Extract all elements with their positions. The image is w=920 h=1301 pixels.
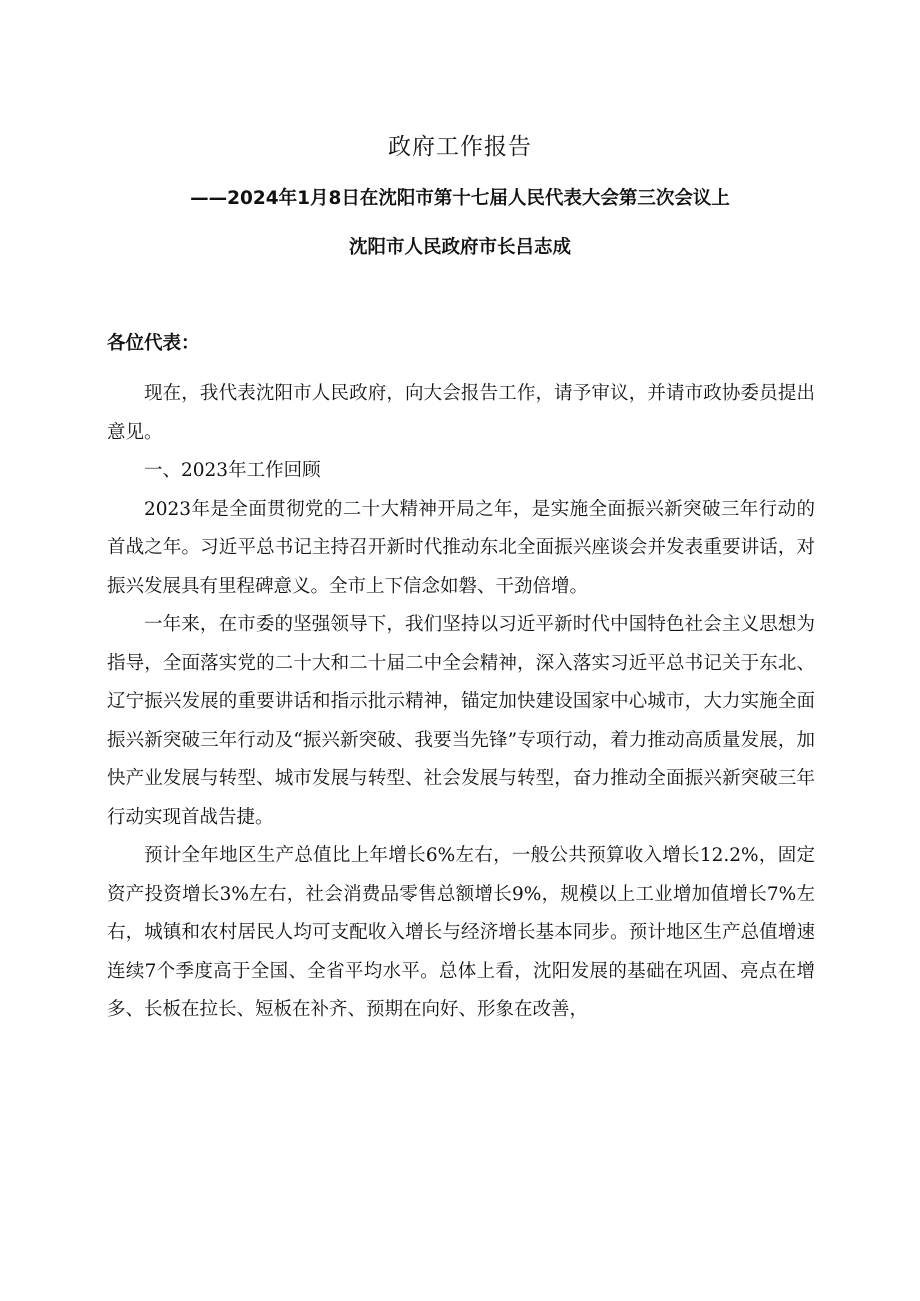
paragraph-year-review: 一年来，在市委的坚强领导下，我们坚持以习近平新时代中国特色社会主义思想为指导，全面落实党的二十大和二十届二中全会精神，深入落实习近平总书记关于东北、辽宁振兴发展的重要讲话和指示批示精神，锚定加快建设国家中心城市，大力实施全面振兴新突破三年行动及“振兴新突破、我要当先锋”专项行动，着力推动高质量发展，加快产业发展与转型、城市发展与转型、社会发展与转型，奋力推动全面振兴新突破三年行动实现首战告捷。 bbox=[107, 614, 815, 828]
salutation: 各位代表： bbox=[107, 333, 200, 354]
document-subtitle: ——2024年1月8日在沈阳市第十七届人民代表大会第三次会议上 bbox=[190, 188, 730, 209]
paragraph-2023-overview: 2023年是全面贯彻党的二十大精神开局之年，是实施全面振兴新突破三年行动的首战之年。习近平总书记主持召开新时代推动东北全面振兴座谈会并发表重要讲话，对振兴发展具有里程碑意义。全市上下信念如磐、干劲倍增。 bbox=[107, 498, 815, 597]
document-body bbox=[107, 375, 815, 1030]
document-title: 政府工作报告 bbox=[388, 134, 532, 160]
paragraph-economic-indicators: 预计全年地区生产总值比上年增长6%左右，一般公共预算收入增长12.2%，固定资产投资增长3%左右，社会消费品零售总额增长9%，规模以上工业增加值增长7%左右，城镇和农村居民人均可支配收入增长与经济增长基本同步。预计地区生产总值增速连续7个季度高于全国、全省平均水平。总体上看，沈阳发展的基础在巩固、亮点在增多、长板在拉长、短板在补齐、预期在向好、形象在改善， bbox=[107, 845, 815, 1020]
document-author: 沈阳市人民政府市长吕志成 bbox=[348, 237, 571, 258]
section-heading: 一、2023年工作回顾 bbox=[144, 460, 321, 481]
paragraph-intro: 现在，我代表沈阳市人民政府，向大会报告工作，请予审议，并请市政协委员提出意见。 bbox=[107, 383, 815, 443]
